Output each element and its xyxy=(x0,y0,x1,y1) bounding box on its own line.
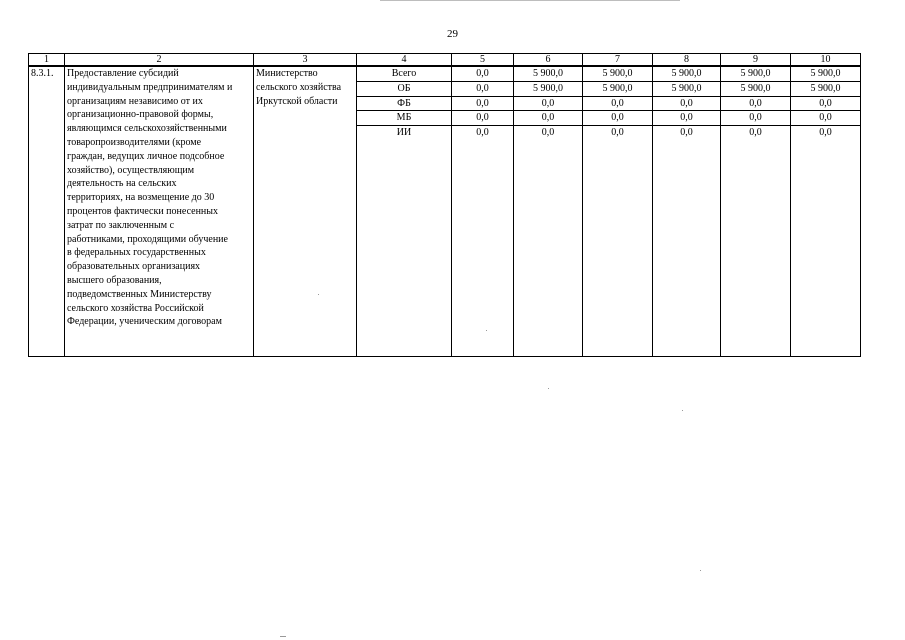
value-cell: 0,0 xyxy=(749,127,762,139)
scan-speck xyxy=(318,294,319,295)
description-line: затрат по заключенным с xyxy=(67,219,175,231)
value-cell: 5 900,0 xyxy=(514,67,582,82)
column-header: 1 xyxy=(29,54,65,67)
row-executor xyxy=(254,66,357,356)
column-header: 3 xyxy=(254,54,357,67)
page-number: 29 xyxy=(447,28,458,40)
table-row xyxy=(29,66,861,356)
value-cell: 5 900,0 xyxy=(653,82,720,97)
funding-source-column xyxy=(357,66,452,356)
value-column-9 xyxy=(721,66,791,356)
column-header: 6 xyxy=(514,54,583,67)
scan-speck xyxy=(548,388,549,389)
value-cell: 5 900,0 xyxy=(721,67,790,82)
value-cell: 0,0 xyxy=(611,127,624,139)
value-cell: 0,0 xyxy=(514,111,582,126)
description-line: подведомственных Министерству xyxy=(67,288,212,300)
funding-source-label: Всего xyxy=(357,67,451,82)
description-line: граждан, ведущих личное подсобное xyxy=(67,150,225,162)
value-column-5 xyxy=(452,66,514,356)
value-cell: 0,0 xyxy=(653,111,720,126)
row-description xyxy=(65,66,254,356)
description-line: организациям независимо от их xyxy=(67,95,203,107)
value-cell: 0,0 xyxy=(721,97,790,112)
value-column-7 xyxy=(583,66,653,356)
column-header: 2 xyxy=(65,54,254,67)
funding-source-label: ОБ xyxy=(357,82,451,97)
value-cell: 0,0 xyxy=(721,111,790,126)
description-line: товаропроизводителями (кроме xyxy=(67,136,202,148)
value-cell: 0,0 xyxy=(819,127,832,139)
executor-line: сельского хозяйства xyxy=(256,81,342,93)
column-header: 7 xyxy=(583,54,653,67)
column-header: 5 xyxy=(452,54,514,67)
value-cell: 0,0 xyxy=(452,97,513,112)
value-cell: 0,0 xyxy=(791,111,860,126)
top-edge-line xyxy=(380,0,680,1)
executor-line: Иркутской области xyxy=(256,95,338,107)
value-cell: 5 900,0 xyxy=(583,67,652,82)
table-header-row xyxy=(29,54,861,67)
scan-speck xyxy=(682,410,683,411)
description-line: индивидуальным предпринимателям и xyxy=(67,81,233,93)
value-cell: 5 900,0 xyxy=(653,67,720,82)
value-cell: 0,0 xyxy=(583,97,652,112)
description-line: деятельность на сельских xyxy=(67,178,177,190)
funding-source-label: ФБ xyxy=(357,97,451,112)
value-cell: 0,0 xyxy=(541,127,555,139)
description-line: организационно-правовой формы, xyxy=(67,109,214,121)
scan-speck xyxy=(700,570,701,571)
scan-speck xyxy=(280,636,286,637)
value-column-8 xyxy=(653,66,721,356)
funding-source-label: МБ xyxy=(357,111,451,126)
description-line: хозяйство), осуществляющим xyxy=(67,164,195,176)
value-cell: 0,0 xyxy=(476,127,489,139)
description-line: сельского хозяйства Российской xyxy=(67,302,204,314)
value-cell: 5 900,0 xyxy=(791,82,860,97)
description-line: в федеральных государственных xyxy=(67,247,206,259)
scan-speck xyxy=(486,330,487,331)
value-cell: 0,0 xyxy=(452,111,513,126)
value-cell: 0,0 xyxy=(452,67,513,82)
column-header: 10 xyxy=(791,54,861,67)
value-column-10 xyxy=(791,66,861,356)
description-line: образовательных организациях xyxy=(67,261,201,273)
description-line: работниками, проходящими обучение xyxy=(67,233,228,245)
executor-line: Министерство xyxy=(256,68,318,79)
value-cell: 0,0 xyxy=(791,97,860,112)
value-cell: 0,0 xyxy=(514,97,582,112)
description-line: процентов фактически понесенных xyxy=(67,205,218,217)
value-cell: 0,0 xyxy=(452,82,513,97)
value-cell: 0,0 xyxy=(583,111,652,126)
value-cell: 5 900,0 xyxy=(514,82,582,97)
description-line: высшего образования, xyxy=(67,274,162,286)
column-header: 9 xyxy=(721,54,791,67)
description-line: являющимся сельскохозяйственными xyxy=(67,123,227,135)
funding-source-label: ИИ xyxy=(396,127,412,139)
value-column-6 xyxy=(514,66,583,356)
value-cell: 0,0 xyxy=(680,127,693,139)
column-header: 4 xyxy=(357,54,452,67)
budget-table xyxy=(28,53,861,357)
value-cell: 5 900,0 xyxy=(721,82,790,97)
value-cell: 5 900,0 xyxy=(791,67,860,82)
description-line: Федерации, ученическим договорам xyxy=(67,316,222,328)
description-line: Предоставление субсидий xyxy=(67,68,179,79)
value-cell: 0,0 xyxy=(653,97,720,112)
value-cell: 5 900,0 xyxy=(583,82,652,97)
description-line: территориях, на возмещение до 30 xyxy=(67,192,215,204)
row-code: 8.3.1. xyxy=(29,66,65,356)
column-header: 8 xyxy=(653,54,721,67)
